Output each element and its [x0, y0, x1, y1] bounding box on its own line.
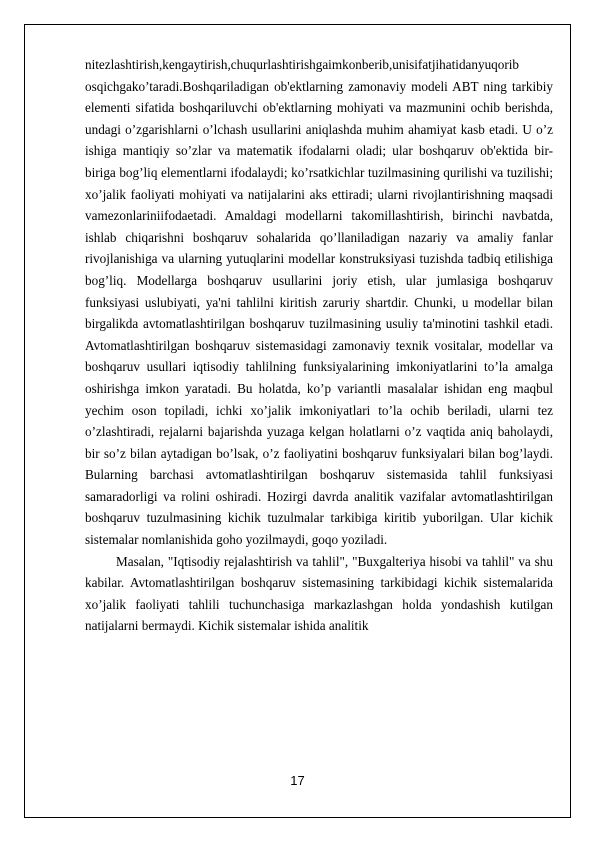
paragraph-1-first-line: nitezlashtirish,kengaytirish,chuqurlashtirishgaimkonberib,unisifatjihatidanyuqorib: [85, 57, 520, 72]
paragraph-2: [85, 551, 553, 637]
paragraph-1: [85, 54, 553, 551]
document-body: [85, 54, 553, 637]
paragraph-2-text: Masalan, "Iqtisodiy rejalashtirish va tahlil", "Buxgalteriya hisobi va tahlil" va shu kabilar. Avtomatlashtirilgan boshqaruv sistemasining tarkibidagi kichik sistemalarida xo’jalik faoliyati tahlili tuchunchasiga markazlashgan holda yondashish kutilgan natijalarni bermaydi. Kichik sistemalar ishida analitik: [85, 553, 553, 634]
paragraph-1-text: osqichgako’taradi.Boshqariladigan ob'ektlarning zamonaviy modeli ABT ning tarkibiy elementi sifatida boshqariluvchi ob'ektlarning mohiyati va mazmunini ochib berishda, undagi o’zgarishlarni o’lchash usullarini aniqlashda muhim ahamiyat kasb etadi. U o’z ishiga mantiqiy so’zlar va matematik ifodalarni oladi; ular boshqaruv ob'ektida bir-biriga bog’liq elementlarni ifodalaydi; ko’rsatkichlar tuzilmasining qurilishi va tuzilishi; xo’jalik faoliyati mohiyati va natijalarini aks ettiradi; ularni rivojlantirishning maqsadi vamezonlariniifodaetadi. Amaldagi modellarni takomillashtirish, birinchi navbatda, ishlab chiqarishni boshqaruv sohalarida qo’llaniladigan nazariy va amaliy fanlar rivojlanishiga va ularning yutuqlarini modellar konstruksiyasi tuzishda tadbiq etilishiga bog’liq. Modellarga boshqaruv usullarini joriy etish, ular jumlasiga boshqaruv funksiyasi uslubiyati, ya'ni tahlilni kiritish zaruriy shartdir. Chunki, u modellar bilan birgalikda avtomatlashtirilgan boshqaruv tuzilmasining usuliy ta'minotini tashkil etadi. Avtomatlashtirilgan boshqaruv sistemasidagi zamonaviy texnik vositalar, modellar va boshqaruv usullari iqtisodiy tahlilning funksiyalarining imkoniyatlarini to’la amalga oshirishga imkon yaratadi. Bu holatda, ko’p variantli masalalar ishidan eng maqbul yechim oson topiladi, ichki xo’jalik imkoniyatlari to’la ochib beriladi, ularni tez o’zlashtiradi, rejalarni bajarishda yuzaga kelgan holatlarni o’z vaqtida aniq baholaydi, bir so’z bilan aytadigan bo’lsak, o’z faoliyatini boshqaruv funksiyalari bilan bog’laydi. Bularning barchasi avtomatlashtirilgan boshqaruv sistemasida tahlil funksiyasi samaradorligi va rolini oshiradi. Hozirgi davrda analitik vazifalar avtomatlashtirilgan boshqaruv tuzulmasining kichik tuzulmalar tarkibiga kiritib yuborilgan. Ular kichik sistemalar nomlanishida goho yozilmaydi, goqo yoziladi.: [85, 78, 553, 548]
page-number: 17: [290, 773, 305, 788]
